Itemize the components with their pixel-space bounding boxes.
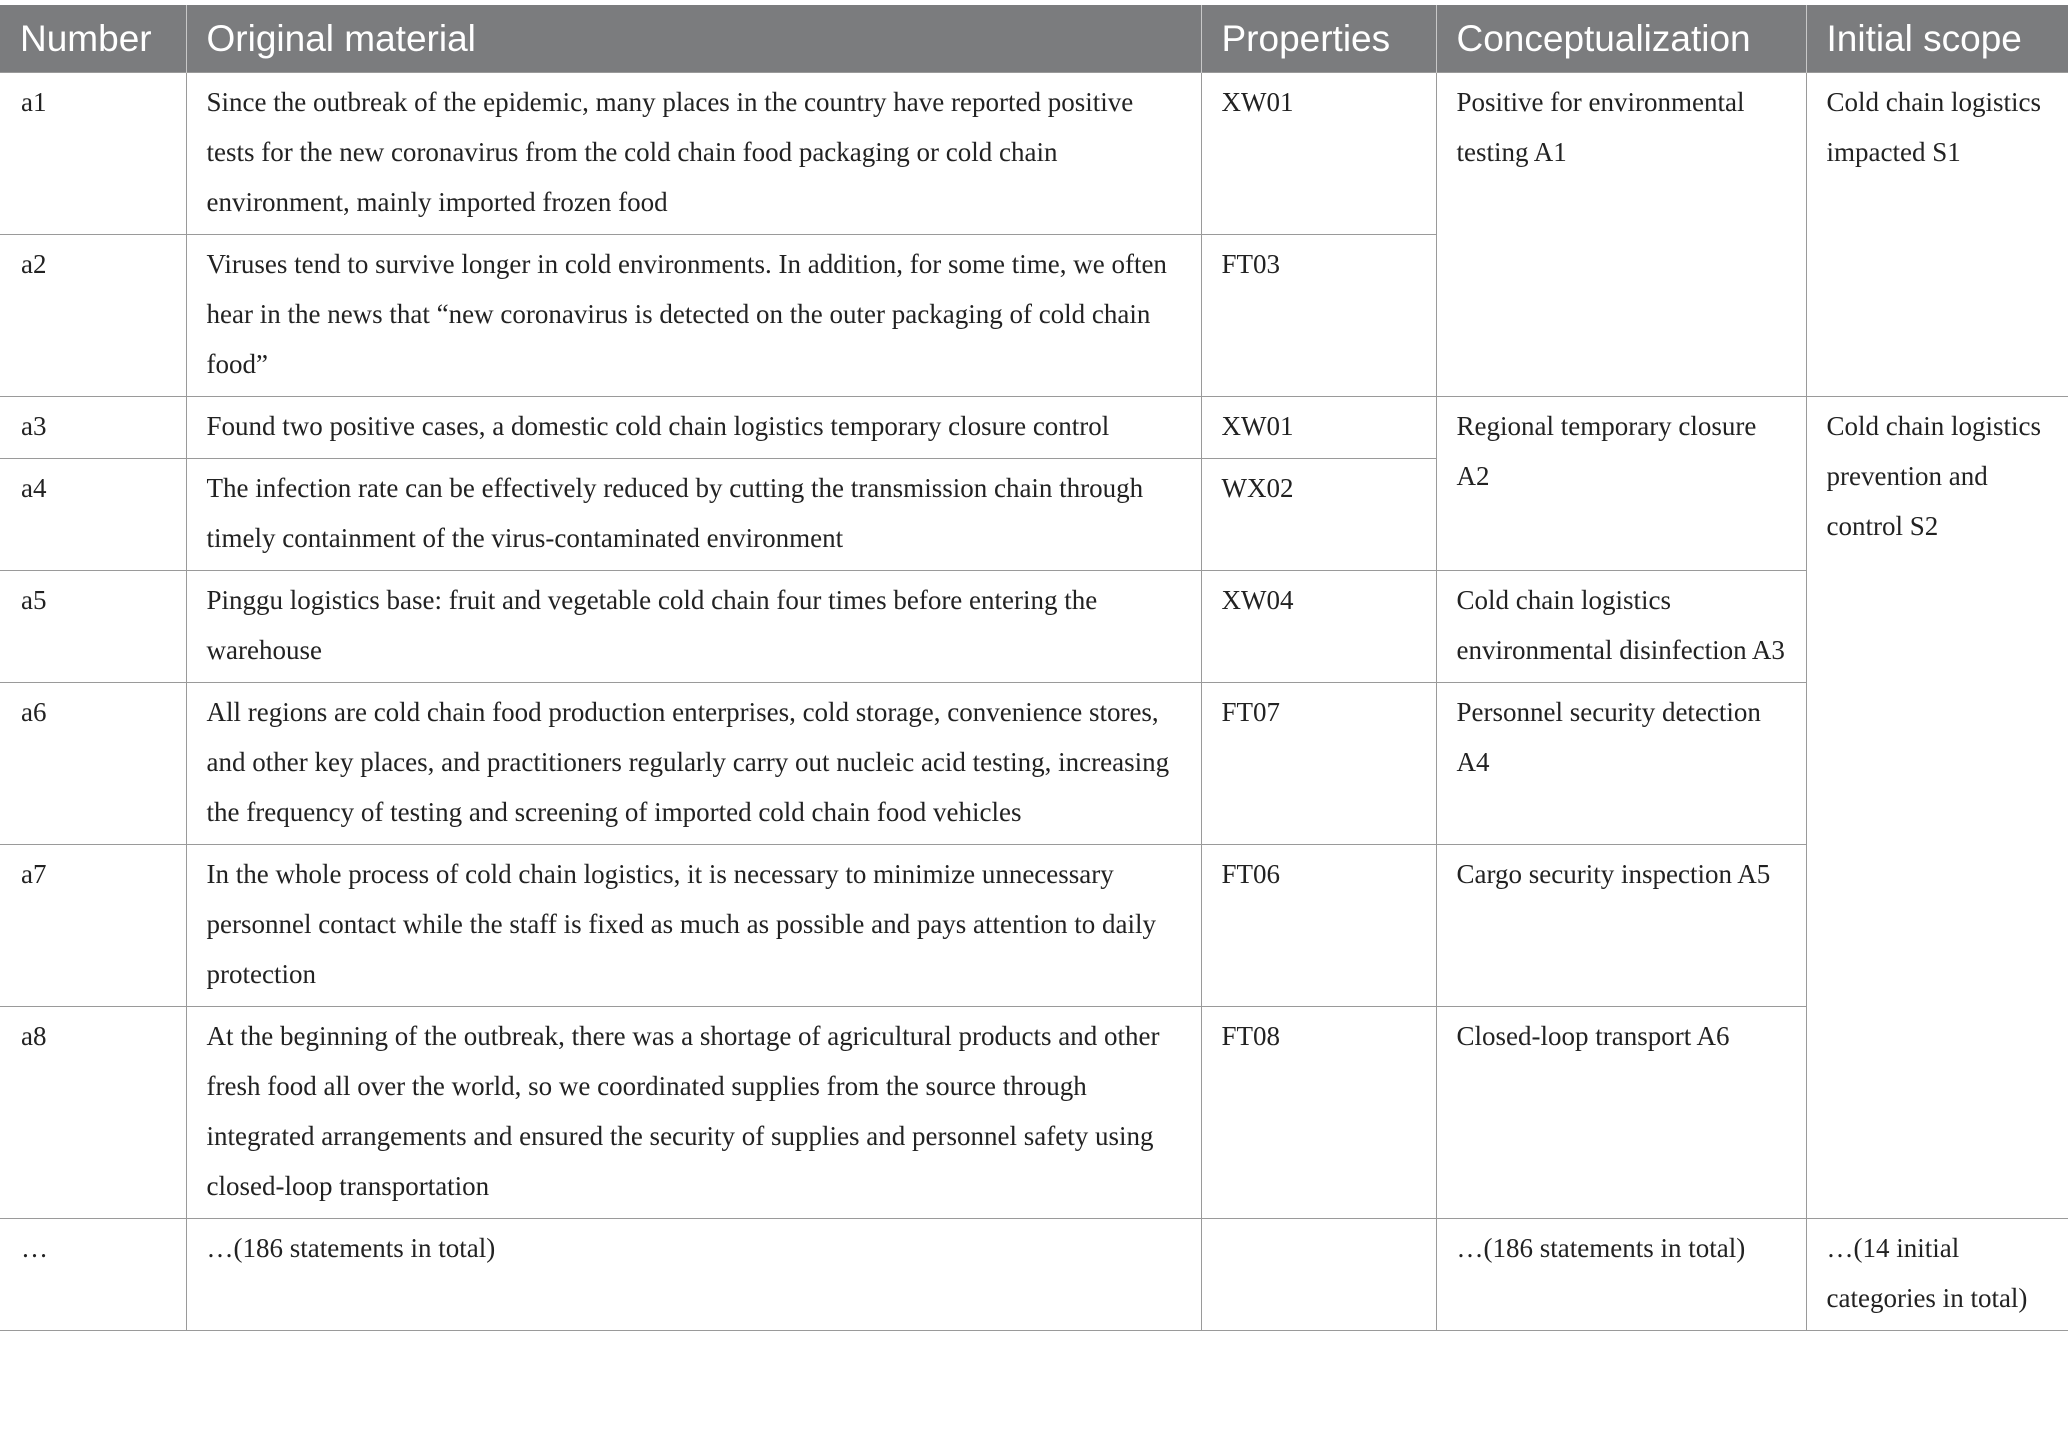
header-initial-scope: Initial scope [1806, 5, 2068, 73]
cell-number: … [0, 1219, 186, 1331]
cell-properties: FT07 [1201, 683, 1436, 845]
data-table [0, 5, 2068, 1331]
cell-number: a2 [0, 235, 186, 397]
table-row [0, 1219, 2068, 1331]
table-header [0, 5, 2068, 73]
cell-conceptualization: Personnel security detection A4 [1436, 683, 1806, 845]
cell-number: a8 [0, 1007, 186, 1219]
cell-properties [1201, 1219, 1436, 1331]
cell-material: …(186 statements in total) [186, 1219, 1201, 1331]
cell-properties: FT08 [1201, 1007, 1436, 1219]
table-row [0, 397, 2068, 459]
table-body [0, 73, 2068, 1331]
cell-material: Pinggu logistics base: fruit and vegetable cold chain four times before entering the warehouse [186, 571, 1201, 683]
cell-properties: FT06 [1201, 845, 1436, 1007]
cell-properties: WX02 [1201, 459, 1436, 571]
cell-initial-scope: …(14 initial categories in total) [1806, 1219, 2068, 1331]
cell-number: a5 [0, 571, 186, 683]
cell-number: a1 [0, 73, 186, 235]
header-row [0, 5, 2068, 73]
cell-material: The infection rate can be effectively reduced by cutting the transmission chain through timely containment of the virus-contaminated environment [186, 459, 1201, 571]
cell-initial-scope: Cold chain logistics impacted S1 [1806, 73, 2068, 397]
table-row [0, 683, 2068, 845]
cell-material: All regions are cold chain food production enterprises, cold storage, convenience stores, and other key places, and practitioners regularly carry out nucleic acid testing, increasing the frequency of testing and screening of imported cold chain food vehicles [186, 683, 1201, 845]
cell-material: At the beginning of the outbreak, there was a shortage of agricultural products and other fresh food all over the world, so we coordinated supplies from the source through integrated arrangements and ensured the security of supplies and personnel safety using closed-loop transportation [186, 1007, 1201, 1219]
cell-number: a7 [0, 845, 186, 1007]
cell-properties: XW04 [1201, 571, 1436, 683]
cell-properties: XW01 [1201, 397, 1436, 459]
cell-properties: FT03 [1201, 235, 1436, 397]
cell-material: In the whole process of cold chain logistics, it is necessary to minimize unnecessary personnel contact while the staff is fixed as much as possible and pays attention to daily protection [186, 845, 1201, 1007]
cell-conceptualization: Regional temporary closure A2 [1436, 397, 1806, 571]
cell-material: Found two positive cases, a domestic cold chain logistics temporary closure control [186, 397, 1201, 459]
header-conceptualization: Conceptualization [1436, 5, 1806, 73]
header-number: Number [0, 5, 186, 73]
table-row [0, 845, 2068, 1007]
table-row [0, 73, 2068, 235]
cell-properties: XW01 [1201, 73, 1436, 235]
cell-conceptualization: Cargo security inspection A5 [1436, 845, 1806, 1007]
cell-material: Viruses tend to survive longer in cold environments. In addition, for some time, we often hear in the news that “new coronavirus is detected on the outer packaging of cold chain food” [186, 235, 1201, 397]
cell-conceptualization: Closed-loop transport A6 [1436, 1007, 1806, 1219]
table-row [0, 571, 2068, 683]
cell-conceptualization: Positive for environmental testing A1 [1436, 73, 1806, 397]
data-table-container [0, 5, 2068, 1331]
cell-number: a4 [0, 459, 186, 571]
cell-initial-scope: Cold chain logistics prevention and control S2 [1806, 397, 2068, 1219]
header-original-material: Original material [186, 5, 1201, 73]
cell-material: Since the outbreak of the epidemic, many places in the country have reported positive tests for the new coronavirus from the cold chain food packaging or cold chain environment, mainly imported frozen food [186, 73, 1201, 235]
cell-number: a6 [0, 683, 186, 845]
cell-number: a3 [0, 397, 186, 459]
cell-conceptualization: …(186 statements in total) [1436, 1219, 1806, 1331]
table-row [0, 1007, 2068, 1219]
cell-conceptualization: Cold chain logistics environmental disinfection A3 [1436, 571, 1806, 683]
header-properties: Properties [1201, 5, 1436, 73]
